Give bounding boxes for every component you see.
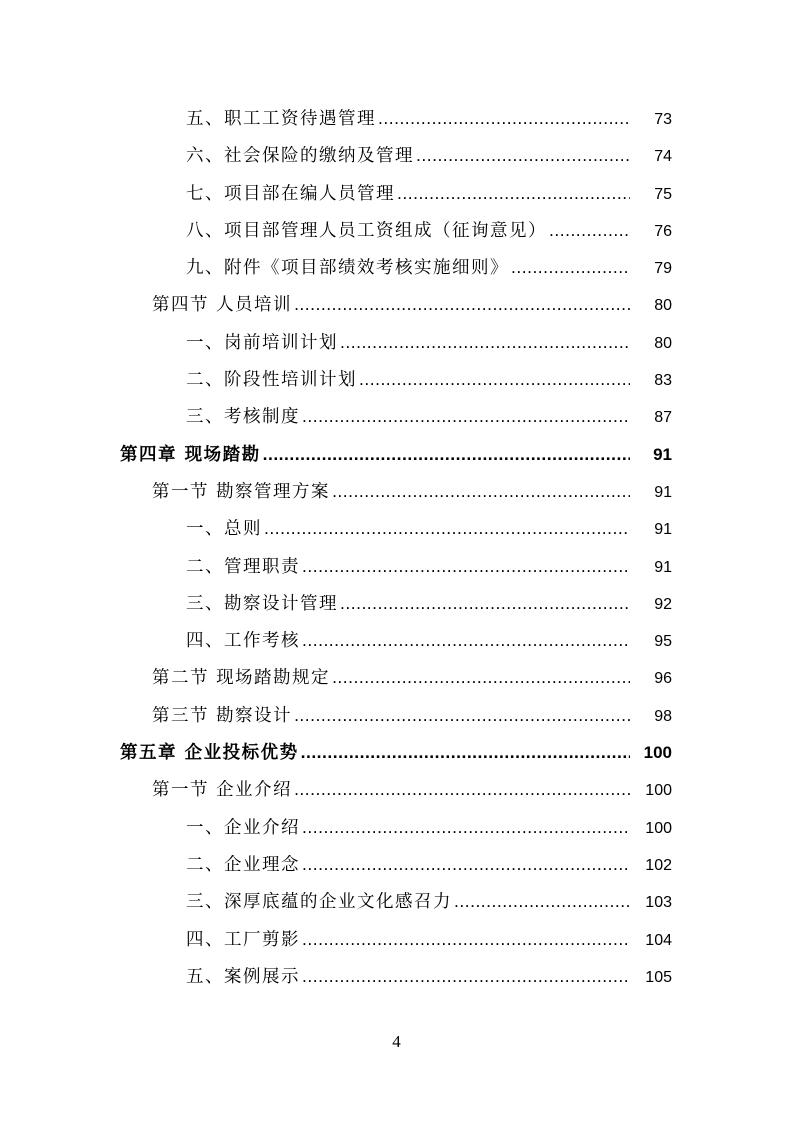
toc-entry-title: 第四节 人员培训 [152,295,293,316]
dot-leader [378,100,630,137]
toc-entry-page: 100 [645,782,672,800]
toc-entry-title: 第四章 现场踏勘 [120,444,261,465]
dot-leader [294,697,630,734]
toc-subsection-entry[interactable] [0,809,793,846]
toc-entry-page: 73 [654,111,672,128]
toc-entry-page: 104 [645,931,672,949]
dot-leader [301,734,630,771]
toc-entry-page: 91 [654,483,672,501]
toc-subsection-entry[interactable] [0,921,793,958]
toc-entry-page: 91 [654,521,672,539]
toc-entry-page: 98 [654,707,672,725]
toc-entry-title: 第一节 勘察管理方案 [152,481,331,502]
toc-subsection-entry[interactable] [0,548,793,585]
dot-leader [263,436,630,473]
toc-entry-title: 第五章 企业投标优势 [120,743,299,764]
toc-entry-title: 三、考核制度 [186,407,300,428]
dot-leader [340,324,630,361]
toc-chapter-entry[interactable] [0,436,793,473]
toc-entry-title: 第一节 企业介绍 [152,780,293,801]
toc-entry-page: 83 [654,372,672,390]
toc-entry-page: 80 [654,334,672,352]
toc-subsection-entry[interactable] [0,398,793,435]
toc-entry-title: 四、工作考核 [186,631,300,652]
dot-leader [549,212,630,249]
toc-section-entry[interactable] [0,286,793,323]
dot-leader [340,585,630,622]
toc-entry-page: 79 [654,260,672,278]
dot-leader [294,771,630,808]
toc-subsection-entry[interactable] [0,585,793,622]
toc-entry-page: 100 [645,819,672,837]
dot-leader [302,958,630,995]
toc-entry-page: 92 [654,595,672,613]
dot-leader [397,175,630,212]
toc-entry-page: 74 [654,148,672,166]
toc-entry-title: 第二节 现场踏勘规定 [152,668,331,689]
toc-subsection-entry[interactable] [0,100,793,137]
dot-leader [294,286,630,323]
toc-entry-title: 八、项目部管理人员工资组成（征询意见） [186,220,547,241]
toc-entry-page: 87 [654,409,672,427]
toc-subsection-entry[interactable] [0,510,793,547]
toc-entry-title: 三、勘察设计管理 [186,593,338,614]
toc-section-entry[interactable] [0,473,793,510]
toc-subsection-entry[interactable] [0,958,793,995]
toc-entry-title: 二、管理职责 [186,556,300,577]
toc-entry-title: 第三节 勘察设计 [152,705,293,726]
table-of-contents [0,100,793,995]
toc-entry-title: 五、案例展示 [186,966,300,987]
dot-leader [359,361,630,398]
toc-entry-page: 103 [645,894,672,912]
dot-leader [332,473,630,510]
toc-entry-page: 91 [654,558,672,576]
dot-leader [302,846,630,883]
toc-subsection-entry[interactable] [0,137,793,174]
toc-entry-title: 二、阶段性培训计划 [186,370,357,391]
toc-subsection-entry[interactable] [0,361,793,398]
toc-entry-page: 91 [653,444,672,464]
toc-entry-page: 95 [654,633,672,651]
toc-section-entry[interactable] [0,659,793,696]
toc-entry-page: 102 [645,856,672,874]
toc-entry-title: 四、工厂剪影 [186,929,300,950]
toc-entry-title: 九、附件《项目部绩效考核实施细则》 [186,258,509,279]
toc-subsection-entry[interactable] [0,175,793,212]
toc-subsection-entry[interactable] [0,622,793,659]
toc-entry-page: 75 [654,185,672,203]
toc-entry-title: 五、职工工资待遇管理 [186,109,376,129]
dot-leader [302,809,630,846]
dot-leader [332,659,630,696]
toc-subsection-entry[interactable] [0,883,793,920]
toc-entry-page: 76 [654,222,672,240]
dot-leader [302,921,630,958]
toc-entry-title: 三、深厚底蕴的企业文化感召力 [186,892,452,913]
toc-entry-page: 80 [654,297,672,315]
toc-subsection-entry[interactable] [0,212,793,249]
toc-entry-title: 一、企业介绍 [186,817,300,838]
toc-entry-title: 七、项目部在编人员管理 [186,183,395,204]
toc-entry-title: 一、岗前培训计划 [186,332,338,353]
toc-entry-page: 96 [654,670,672,688]
toc-subsection-entry[interactable] [0,324,793,361]
dot-leader [454,883,630,920]
toc-entry-title: 二、企业理念 [186,854,300,875]
toc-section-entry[interactable] [0,771,793,808]
dot-leader [302,398,630,435]
toc-entry-page: 105 [645,968,672,986]
dot-leader [264,510,630,547]
toc-entry-page: 100 [643,743,672,763]
dot-leader [302,548,630,585]
toc-entry-title: 一、总则 [186,519,262,540]
dot-leader [416,137,630,174]
page-number: 4 [392,1032,401,1051]
dot-leader [302,622,630,659]
toc-subsection-entry[interactable] [0,846,793,883]
dot-leader [511,249,630,286]
toc-chapter-entry[interactable] [0,734,793,771]
toc-subsection-entry[interactable] [0,249,793,286]
toc-entry-title: 六、社会保险的缴纳及管理 [186,146,414,167]
toc-section-entry[interactable] [0,697,793,734]
